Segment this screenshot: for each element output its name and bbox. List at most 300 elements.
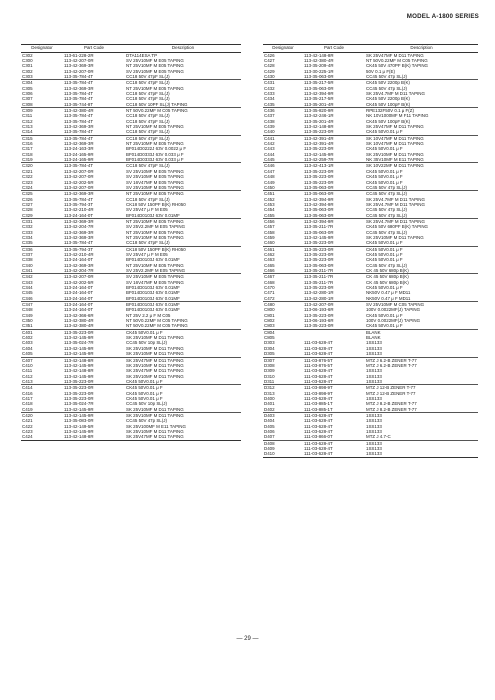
- description-cell: CC45 50V 47p SL(J): [366, 73, 407, 79]
- designator-cell: C303: [22, 73, 33, 79]
- designator-cell: C311: [22, 113, 33, 119]
- designator-cell: C431: [263, 80, 303, 86]
- part-code-cell: 113-35-784-4T: [64, 118, 94, 124]
- designator-cell: C329: [22, 212, 33, 218]
- part-code-cell: 113-42-207-0R: [64, 184, 94, 190]
- description-cell: BF014D0103J 63V 0.01MF: [126, 212, 180, 218]
- description-cell: NT 25V10MF M E05 TAPING: [126, 229, 184, 235]
- description-cell: 50V 0.1 μ F(E): [366, 68, 395, 74]
- part-code-cell: 113-42-369-3R: [63, 191, 125, 197]
- description-cell: CC45 50V 47p SL(J): [365, 191, 478, 197]
- designator-cell: C804: [263, 329, 303, 335]
- description-cell: 100V 0.0022MF(J) TAPING: [366, 318, 421, 324]
- description-cell: CC18 50V 47pF SL(J): [125, 163, 241, 169]
- description-cell: NT 25V10MF M E05 TAPING: [126, 234, 184, 240]
- description-cell: 1SS133: [366, 351, 382, 357]
- description-cell: SV 25V2.2MF M E05 TAPING: [126, 224, 186, 230]
- designator-cell: D305: [264, 351, 275, 357]
- description-cell: SV 25V47 μ F M E05: [126, 207, 168, 213]
- designator-cell: C423: [22, 428, 33, 434]
- description-cell: CK45 50V0.01 μ F: [366, 257, 403, 263]
- part-code-cell: 113-35-784-4T: [63, 163, 125, 169]
- designator-cell: C317: [22, 146, 33, 152]
- designator-cell: D409: [264, 446, 275, 451]
- description-cell: BF014D0103J 63V 0.01MF: [125, 302, 241, 308]
- part-code-cell: 113-35-223-0R: [304, 251, 334, 257]
- designator-cell: D308: [264, 362, 275, 368]
- designator-cell: C345: [22, 290, 33, 296]
- description-cell: RPE132F50V 0.1 μ F(Z): [365, 108, 478, 114]
- designator-cell: C468: [264, 279, 275, 285]
- designator-cell: C344: [22, 285, 33, 291]
- description-cell: BF014D0103J 63V 0.01MF: [126, 295, 180, 301]
- designator-cell: D404: [264, 418, 275, 424]
- designator-cell: C444: [264, 151, 275, 157]
- description-cell: BLANK: [366, 335, 381, 341]
- designator-cell: C445: [264, 157, 275, 163]
- description-cell: BF014D0103J 63V 0.01MF: [126, 307, 180, 313]
- part-code-cell: 113-06-193-6R: [304, 318, 334, 324]
- part-code-cell: 111-03-628-4T: [304, 340, 333, 346]
- part-code-cell: 113-35-063-0R: [304, 73, 334, 79]
- description-cell: CK45 50V0.01 μ F: [366, 251, 403, 257]
- designator-cell: C413: [22, 378, 33, 384]
- description-cell: SK 25V4.7MF M D11 TAPING: [365, 218, 478, 224]
- description-cell: CK45 50V0.01 μ F: [366, 168, 403, 174]
- description-cell: BF014D0103J 63V 0.01MF: [126, 257, 180, 263]
- designator-cell: D407: [264, 434, 275, 440]
- description-cell: CC45 50V 47p SL(J): [366, 207, 407, 213]
- designator-cell: C417: [22, 395, 33, 401]
- description-cell: CC18 50V 47pF SL(J): [126, 129, 170, 135]
- part-code-cell: 113-35-784-4T: [64, 129, 94, 135]
- designator-cell: C348: [22, 307, 33, 313]
- designator-cell: D307: [263, 357, 303, 363]
- description-cell: CC18 50V 47pF SL(J): [126, 91, 170, 96]
- designator-cell: C337: [22, 251, 33, 257]
- designator-cell: C447: [264, 168, 275, 174]
- part-code-cell: 113-35-063-0R: [304, 184, 334, 190]
- description-cell: NT 25V10MF M E05 TAPING: [126, 262, 184, 268]
- part-code-cell: 113-24-164-0T: [64, 212, 94, 218]
- description-cell: NT 50V0.22MF M C05 TAPING: [366, 57, 428, 63]
- part-code-cell: 113-35-784-4T: [63, 135, 125, 141]
- designator-cell: C472: [264, 295, 275, 301]
- description-cell: SV 16V47MF M E05 TAPING: [126, 279, 184, 285]
- part-code-cell: 113-42-148-8R: [63, 357, 125, 363]
- part-code-cell: 111-03-628-4T: [303, 412, 365, 418]
- designator-cell: C437: [264, 113, 275, 119]
- part-code-cell: 113-35-223-0R: [64, 395, 94, 401]
- part-code-cell: 113-42-391-4R: [304, 141, 334, 147]
- designator-cell: C341: [22, 268, 33, 273]
- designator-cell: C802: [264, 318, 275, 324]
- description-cell: CK45 50V0.01 μ F: [366, 312, 403, 318]
- part-code-header: Part Code: [63, 45, 125, 53]
- designator-cell: C324: [22, 184, 33, 190]
- description-cell: BF014D0333J 63V 0.033 μ F: [126, 151, 184, 157]
- designator-cell: C401: [21, 329, 63, 335]
- part-code-cell: 113-42-369-3R: [64, 124, 94, 130]
- designator-cell: C301: [22, 63, 33, 69]
- part-code-cell: 113-35-784-4T: [64, 96, 94, 102]
- description-cell: BF014D0103J 63V 0.01MF: [126, 290, 180, 296]
- part-code-cell: 113-24-164-0T: [64, 307, 94, 313]
- description-cell: SV 25V10MF M E05 TAPING: [126, 68, 184, 74]
- part-code-cell: 113-35-820-9R: [303, 108, 365, 114]
- part-code-cell: 111-03-628-4T: [304, 395, 333, 401]
- table-row: [21, 434, 241, 440]
- description-cell: CC45 50V 47p SL(J): [366, 262, 407, 268]
- description-cell: MTZ J 12-B ZENER T-77: [365, 385, 478, 391]
- part-code-cell: 113-42-369-3R: [63, 218, 125, 224]
- part-code-cell: 113-24-164-0T: [64, 285, 94, 291]
- designator-cell: C335: [22, 240, 33, 246]
- description-cell: SK 25V47MF M D11 TAPING: [125, 357, 241, 363]
- part-code-cell: 111-03-628-4T: [304, 378, 333, 384]
- description-cell: CK 45 50V 680p B(K): [366, 279, 409, 285]
- description-cell: SK 25V10MF M D11 TAPING: [366, 151, 424, 157]
- part-code-cell: 111-03-628-4T: [303, 451, 365, 457]
- description-cell: 100V 0.0022MF(J) TAPING: [366, 307, 421, 313]
- description-cell: SK 25V10MF M D11 TAPING: [126, 428, 184, 434]
- designator-cell: C452: [264, 196, 275, 202]
- part-code-cell: 113-35-223-0R: [304, 285, 334, 291]
- description-cell: NT 25V10MF M E05 TAPING: [125, 191, 241, 197]
- description-cell: NK50V 0.47 μ F MD11: [366, 295, 411, 301]
- part-code-cell: 113-42-207-0R: [64, 68, 94, 74]
- part-code-cell: 111-03-876-5T: [303, 357, 365, 363]
- designator-cell: C402: [22, 335, 33, 341]
- description-cell: NK50V 0.47 μ F MD11: [366, 290, 411, 296]
- designator-cell: C450: [264, 184, 275, 190]
- designator-cell: C314: [22, 129, 33, 135]
- description-cell: SV 25V10MF M E05 TAPING: [126, 174, 184, 180]
- designator-cell: C420: [21, 412, 63, 418]
- part-code-cell: 113-35-784-4T: [64, 240, 94, 246]
- description-cell: MTZ J 6.2-B ZENER T-77: [366, 362, 417, 368]
- description-cell: CK18 50V 150PF B(K) RH050: [125, 246, 241, 252]
- part-code-cell: 113-42-394-9R: [304, 196, 334, 202]
- part-code-cell: 113-35-063-0R: [304, 262, 334, 268]
- part-code-cell: 111-03-628-4T: [304, 345, 333, 351]
- part-code-cell: 113-42-145-9R: [64, 335, 94, 341]
- designator-cell: C343: [22, 279, 33, 285]
- designator-cell: C326: [22, 196, 33, 202]
- designator-cell: C325: [21, 191, 63, 197]
- description-cell: NT 25V10MF M E05 TAPING: [126, 141, 184, 147]
- description-cell: SV 25V10MF M E05 TAPING: [125, 274, 241, 280]
- description-header: Description: [125, 45, 241, 53]
- designator-cell: C480: [263, 302, 303, 308]
- description-cell: SV 25V10MF M E05 TAPING: [126, 168, 184, 174]
- description-cell: CC18 50V 47pF SL(J): [126, 73, 170, 79]
- designator-cell: C315: [21, 135, 63, 141]
- designator-cell: C449: [264, 179, 275, 185]
- part-code-cell: 113-42-207-0R: [63, 274, 125, 280]
- part-code-cell: 111-03-885-1T: [304, 406, 333, 412]
- description-cell: CC18 50V 47pF SL(J): [126, 118, 170, 124]
- description-cell: SK 25V47MF M D11 TAPING: [366, 52, 424, 58]
- part-code-cell: 113-35-063-0R: [304, 212, 334, 218]
- designator-cell: C805: [264, 335, 275, 341]
- part-code-cell: 113-42-366-6R: [64, 312, 94, 318]
- part-code-cell: 111-03-885-1T: [304, 401, 333, 407]
- designator-cell: C331: [21, 218, 63, 224]
- part-code-cell: 113-42-145-9R: [64, 428, 94, 434]
- designator-cell: C466: [264, 268, 275, 273]
- designator-cell: C465: [264, 262, 275, 268]
- part-code-cell: 113-24-165-9R: [64, 157, 94, 163]
- description-cell: SV 25V10MF M E05 TAPING: [126, 184, 184, 190]
- description-cell: 1SS133: [365, 451, 478, 457]
- designator-cell: C432: [264, 85, 275, 91]
- designator-cell: D311: [264, 378, 275, 384]
- part-code-cell: 111-03-628-4T: [304, 423, 333, 429]
- part-code-cell: 113-35-024-7R: [64, 401, 94, 407]
- designator-cell: D408: [263, 440, 303, 446]
- part-code-cell: 113-42-145-9R: [64, 345, 94, 351]
- designator-cell: C462: [264, 251, 275, 257]
- designator-cell: C404: [22, 345, 33, 351]
- designator-cell: C419: [22, 406, 33, 412]
- description-cell: CC45 50V 10p SL(J): [126, 340, 167, 346]
- designator-cell: C332: [22, 224, 33, 230]
- designator-cell: C308: [22, 101, 33, 107]
- description-cell: CK45 50V0.01 μ F: [366, 129, 403, 135]
- description-cell: MTZ J 8.2-B ZENER T-77: [366, 406, 417, 412]
- description-cell: CC45 50V 47p SL(J): [126, 418, 167, 424]
- designator-cell: C435: [264, 101, 275, 107]
- designator-cell: C300: [22, 57, 33, 63]
- designator-cell: C441: [263, 135, 303, 141]
- table-row: [263, 451, 478, 457]
- part-code-cell: 113-35-217-5R: [304, 96, 334, 102]
- designator-cell: C306: [22, 91, 33, 96]
- description-cell: 1SS133: [366, 340, 382, 346]
- part-code-cell: 113-42-148-8R: [304, 52, 334, 58]
- part-code-cell: 113-42-145-9R: [63, 412, 125, 418]
- description-cell: 1SS133: [366, 368, 382, 374]
- description-cell: CK45 50V0.01 μ F: [366, 323, 403, 329]
- description-cell: SK 25V47MF M D11 TAPING: [366, 124, 424, 130]
- description-cell: 1SS133: [366, 395, 382, 401]
- part-code-cell: 111-03-898-9T: [304, 390, 333, 396]
- designator-cell: D402: [264, 406, 275, 412]
- part-code-cell: 113-42-280-1R: [304, 295, 334, 301]
- part-code-cell: 113-35-211-7R: [304, 268, 334, 273]
- part-code-cell: 113-42-369-3R: [64, 141, 94, 147]
- description-cell: CC45 50V 47p SL(J): [366, 184, 407, 190]
- designator-cell: C305: [22, 85, 33, 91]
- description-cell: CK45 50V0.01 μ F: [365, 246, 478, 252]
- description-cell: SK 25V47MF M D11 TAPING: [126, 368, 184, 374]
- designator-cell: C430: [264, 73, 275, 79]
- description-cell: CK 45 50V 680p B(K): [366, 268, 409, 273]
- designator-cell: C429: [264, 68, 275, 74]
- description-cell: SK 25V47MF M D11 TAPING: [125, 434, 241, 440]
- description-cell: NT 50V0.22MF M C05 TAPING: [125, 108, 241, 114]
- part-code-header: Part Code: [303, 45, 365, 53]
- description-cell: CK45 50V0.01 μ F: [126, 390, 163, 396]
- description-cell: 1SS133: [366, 345, 382, 351]
- designator-cell: C336: [21, 246, 63, 252]
- designator-cell: C414: [21, 385, 63, 391]
- part-code-cell: 113-35-083-0R: [64, 418, 94, 424]
- part-code-cell: 113-35-217-5R: [303, 80, 365, 86]
- part-code-cell: 113-35-223-0R: [304, 240, 334, 246]
- designator-cell: C436: [263, 108, 303, 114]
- part-code-cell: 113-35-784-4T: [64, 73, 94, 79]
- part-code-cell: 113-35-211-7R: [304, 224, 334, 230]
- description-cell: 1SS133: [366, 418, 382, 424]
- part-code-cell: 113-35-223-0R: [304, 168, 334, 174]
- description-header: Description: [365, 45, 478, 53]
- description-cell: CC45 50V 10p SL(J): [126, 401, 167, 407]
- part-code-cell: 113-42-246-1R: [304, 113, 334, 119]
- description-cell: SK 10V47MF M D11 TAPING: [365, 135, 478, 141]
- part-code-cell: 113-24-163-3R: [64, 146, 94, 152]
- table-header-row: [263, 45, 478, 53]
- description-cell: CK45 50V0.01 μ F: [366, 174, 403, 180]
- part-code-cell: 113-42-204-7R: [64, 268, 94, 273]
- designator-cell: D401: [264, 401, 275, 407]
- part-code-cell: 113-42-148-8R: [63, 434, 125, 440]
- description-cell: NT 25V 2.2 μ F M C05: [126, 312, 171, 318]
- designator-cell: D406: [264, 428, 275, 434]
- description-cell: 1SS133: [366, 373, 382, 379]
- designator-cell: C426: [264, 52, 275, 58]
- part-code-cell: 111-03-628-4T: [303, 440, 365, 446]
- description-cell: CK45 50V0.01 μ F: [126, 395, 163, 401]
- description-cell: CK45 50V0.01 μ F: [125, 385, 241, 391]
- designator-cell: C421: [22, 418, 33, 424]
- part-code-cell: 113-35-211-7R: [303, 274, 365, 280]
- description-cell: 1SS133: [366, 423, 382, 429]
- description-cell: SK 25V10MF M D11 TAPING: [126, 362, 184, 368]
- designator-cell: C405: [22, 351, 33, 357]
- part-code-cell: 113-35-223-0R: [64, 390, 94, 396]
- designator-cell: C340: [22, 262, 33, 268]
- designator-cell: C346: [22, 295, 33, 301]
- designator-cell: D403: [263, 412, 303, 418]
- designator-cell: C411: [22, 368, 33, 374]
- designator-cell: C333: [22, 229, 33, 235]
- designator-cell: C438: [264, 118, 275, 124]
- part-code-cell: 113-35-201-4R: [304, 101, 334, 107]
- part-code-cell: 111-03-628-4T: [304, 351, 333, 357]
- description-cell: 1SS133: [365, 412, 478, 418]
- designator-cell: C320: [21, 163, 63, 169]
- part-code-cell: 113-42-207-0R: [64, 168, 94, 174]
- description-cell: NT 25V10MF M E05 TAPING: [125, 218, 241, 224]
- part-code-cell: 113-42-394-9R: [304, 201, 334, 207]
- part-code-cell: 113-42-145-9R: [64, 406, 94, 412]
- designator-cell: C428: [264, 63, 275, 69]
- designator-cell: C304: [21, 80, 63, 86]
- designator-cell: C342: [21, 274, 63, 280]
- part-code-cell: 111-03-628-4T: [304, 368, 333, 374]
- designator-cell: C302: [22, 68, 33, 74]
- description-cell: DTA114ESA TP: [126, 52, 158, 58]
- part-code-cell: 113-42-394-9R: [303, 218, 365, 224]
- designator-cell: C439: [264, 124, 275, 130]
- designator-cell: C328: [22, 207, 33, 213]
- designator-header: Designator: [263, 45, 303, 53]
- part-code-cell: 113-24-164-0T: [63, 302, 125, 308]
- designator-cell: C442: [264, 141, 275, 147]
- description-cell: 1SS133: [366, 446, 382, 451]
- part-code-cell: 113-35-794-3T: [63, 246, 125, 252]
- description-cell: CK45 50V 470PF B(K) TAPING: [366, 63, 428, 69]
- part-code-cell: 113-42-148-8R: [304, 124, 334, 130]
- part-code-cell: 113-42-145-9R: [304, 234, 334, 240]
- description-cell: SK 25V10MF M D11 TAPING: [126, 373, 184, 379]
- part-code-cell: 113-24-164-0T: [64, 290, 94, 296]
- designator-cell: C350: [22, 318, 33, 324]
- designator-cell: C460: [264, 240, 275, 246]
- designator-cell: C319: [22, 157, 33, 163]
- description-cell: 1SS133: [365, 440, 478, 446]
- part-code-cell: 113-35-211-7R: [304, 279, 334, 285]
- description-cell: CK45 50V0.01 μ F: [366, 146, 403, 152]
- designator-cell: C446: [263, 163, 303, 169]
- description-cell: SK 25V10MF M D11 TAPING: [126, 335, 184, 341]
- designator-cell: C458: [264, 229, 275, 235]
- part-code-cell: 113-61-228-2R: [64, 52, 94, 58]
- designator-cell: C410: [22, 362, 33, 368]
- designator-cell: C318: [22, 151, 33, 157]
- designator-cell: C457: [264, 224, 275, 230]
- description-cell: CK45 50V0.01 μ F: [366, 285, 403, 291]
- description-cell: SV 25V10MF M E05 TAPING: [126, 57, 184, 63]
- part-code-cell: 113-35-201-4R: [304, 118, 334, 124]
- part-code-cell: 113-42-369-3R: [64, 85, 94, 91]
- designator-cell: C309: [21, 108, 63, 114]
- designator-cell: C327: [22, 201, 33, 207]
- parts-table-left: [21, 44, 241, 441]
- description-cell: BLANK: [365, 329, 478, 335]
- part-code-cell: 113-24-165-9R: [64, 151, 94, 157]
- designator-cell: C418: [22, 401, 33, 407]
- designator-cell: C455: [264, 212, 275, 218]
- description-cell: MTZ J 8.2-B ZENER T-77: [366, 401, 417, 407]
- description-cell: NT 25V10MF M E05 TAPING: [126, 85, 184, 91]
- description-cell: CK18 50V 150PF B(K) RH050: [126, 201, 186, 207]
- designator-cell: C800: [264, 307, 275, 313]
- designator-cell: C427: [264, 57, 275, 63]
- designator-cell: C467: [263, 274, 303, 280]
- part-code-cell: 113-42-210-4R: [64, 251, 94, 257]
- designator-cell: C316: [22, 141, 33, 147]
- description-cell: NT 50V0.22MF M C05 TAPING: [126, 318, 188, 324]
- description-cell: SK 25V10MF M D11 TAPING: [126, 345, 184, 351]
- description-cell: SV 25V2.2MF M E05 TAPING: [126, 268, 186, 273]
- part-code-cell: 113-35-223-0R: [64, 378, 94, 384]
- description-cell: MTZ J 6.2-B ZENER T-77: [365, 357, 478, 363]
- part-code-cell: 113-35-223-0R: [304, 179, 334, 185]
- designator-cell: C454: [264, 207, 275, 213]
- description-cell: CK45 50V0.01 μ F: [366, 179, 403, 185]
- part-code-cell: 113-35-223-0R: [304, 174, 334, 180]
- designator-cell: C459: [264, 234, 275, 240]
- description-cell: BF014D0333J 63V 0.033 μ F: [126, 157, 184, 163]
- designator-cell: D309: [264, 368, 275, 374]
- part-code-cell: 113-42-207-0R: [303, 302, 365, 308]
- part-code-cell: 113-35-784-4T: [64, 196, 94, 202]
- designator-cell: C307: [22, 96, 33, 102]
- part-code-cell: 113-42-380-4R: [64, 323, 94, 329]
